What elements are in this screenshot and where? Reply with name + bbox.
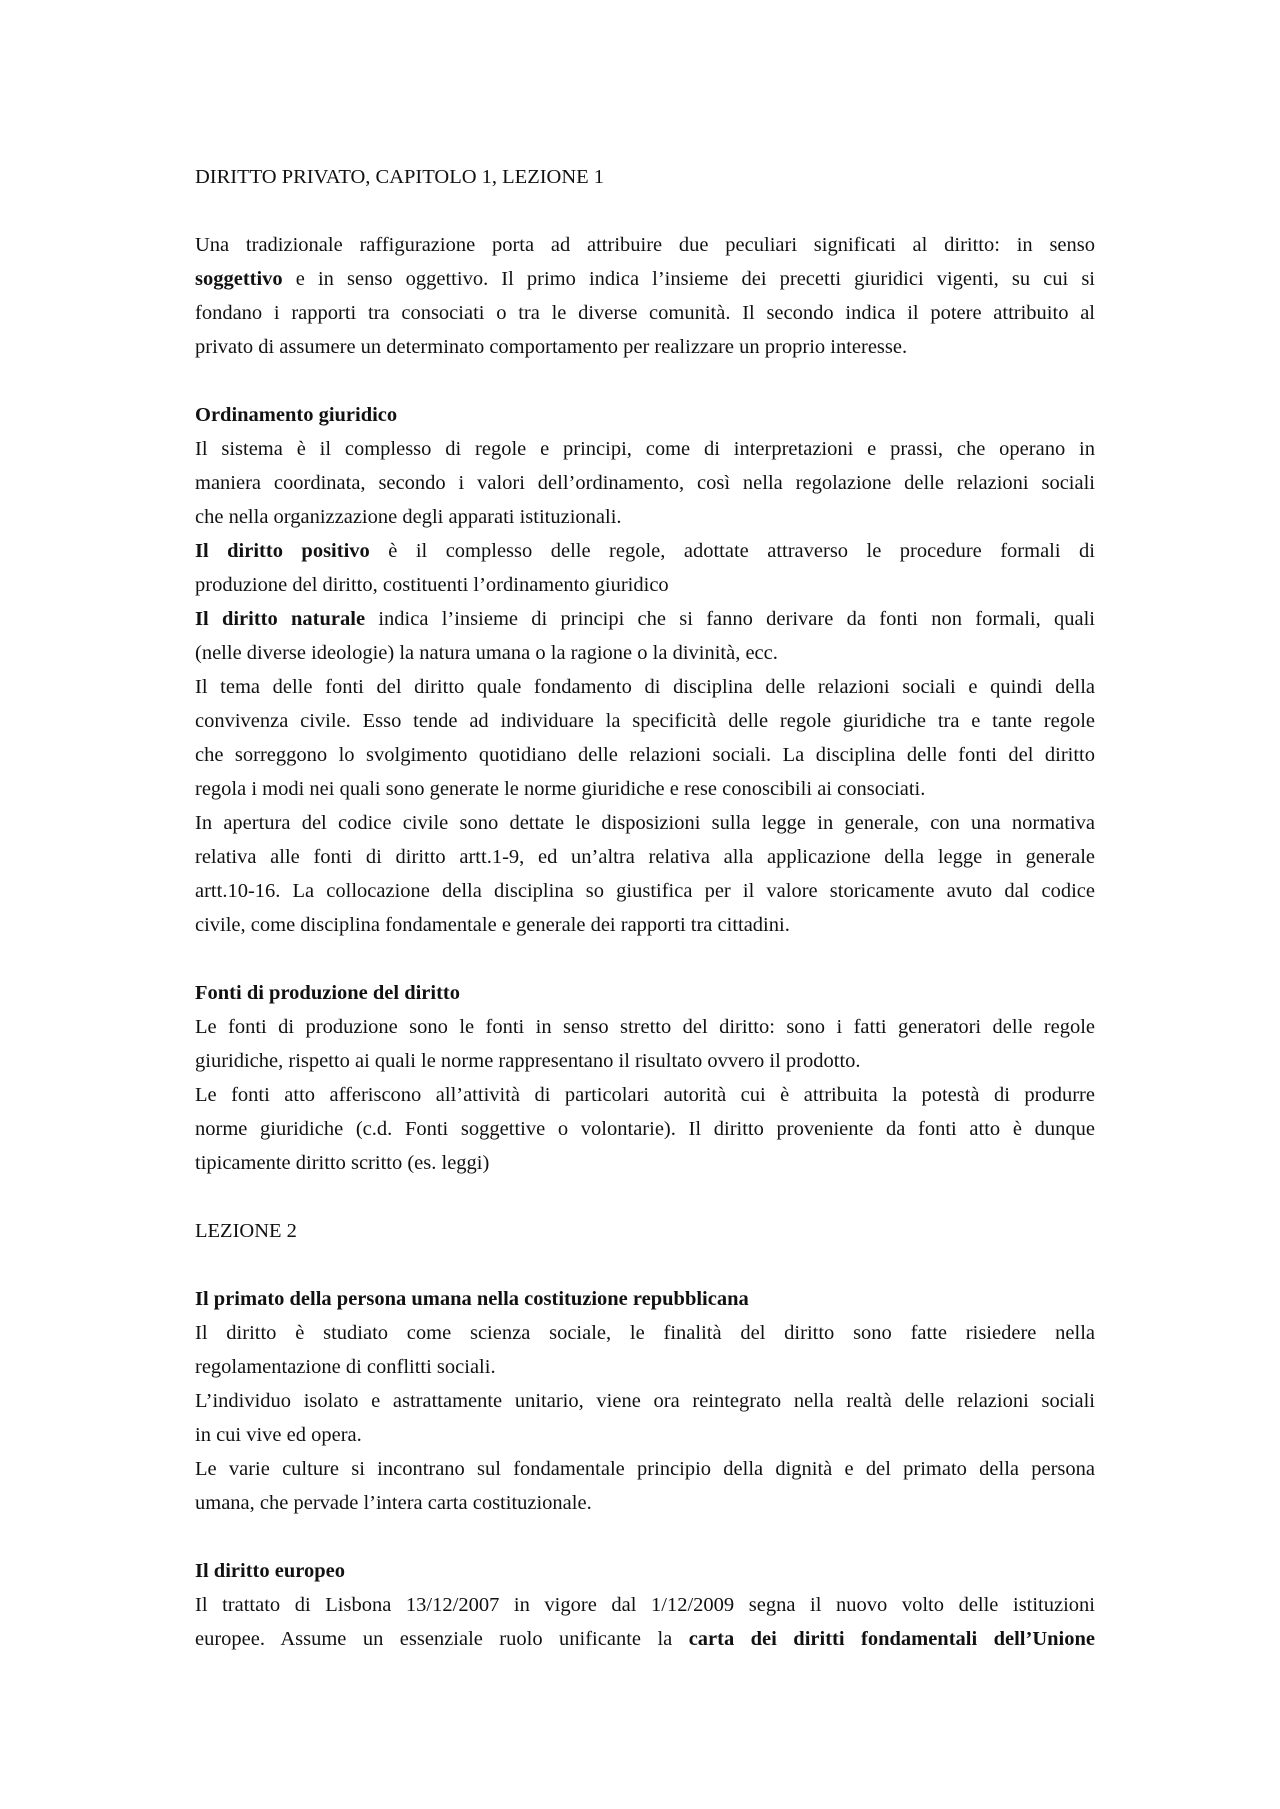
text-span: europee. Assume un essenziale ruolo unificante la — [195, 1628, 689, 1650]
text-line: relativa alle fonti di diritto artt.1-9, ed un’altra relativa alla applicazione della legge in generale — [195, 846, 1095, 868]
intro-paragraph — [195, 228, 1095, 364]
bold-term: Il diritto positivo — [195, 540, 370, 562]
section-heading — [195, 398, 1095, 432]
text-line — [195, 534, 1095, 568]
bold-term: soggettivo — [195, 268, 283, 290]
text-span: indica l’insieme di principi che si fanno derivare da fonti non formali, quali — [365, 608, 1095, 630]
text-line: Il diritto è studiato come scienza sociale, le finalità del diritto sono fatte risiedere nella — [195, 1322, 1095, 1344]
text-line: Una tradizionale raffigurazione porta ad attribuire due peculiari significati al diritto: in senso — [195, 234, 1095, 256]
section-heading — [195, 1282, 1095, 1316]
text-line: Il trattato di Lisbona 13/12/2007 in vigore dal 1/12/2009 segna il nuovo volto delle istituzioni — [195, 1594, 1095, 1616]
text-span: è il complesso delle regole, adottate attraverso le procedure formali di — [369, 540, 1095, 562]
text-line: tipicamente diritto scritto (es. leggi) — [195, 1152, 490, 1174]
section-diritto-europeo — [195, 1554, 1095, 1656]
text-line: umana, che pervade l’intera carta costituzionale. — [195, 1492, 592, 1514]
text-line: regolamentazione di conflitti sociali. — [195, 1356, 496, 1378]
section-fonti — [195, 976, 1095, 1180]
text-line: Le fonti di produzione sono le fonti in senso stretto del diritto: sono i fatti generatori delle regole — [195, 1016, 1095, 1038]
text-line: regola i modi nei quali sono generate le norme giuridiche e rese conoscibili ai consociati. — [195, 778, 926, 800]
text-line: Il tema delle fonti del diritto quale fondamento di disciplina delle relazioni sociali e quindi della — [195, 676, 1095, 698]
text-line: convivenza civile. Esso tende ad individuare la specificità delle regole giuridiche tra e tante regole — [195, 710, 1095, 732]
text-line: giuridiche, rispetto ai quali le norme rappresentano il risultato ovvero il prodotto. — [195, 1050, 861, 1072]
text-line: Le fonti atto afferiscono all’attività di particolari autorità cui è attribuita la potestà di produrre — [195, 1084, 1095, 1106]
text-line: fondano i rapporti tra consociati o tra le diverse comunità. Il secondo indica il potere attribuito al — [195, 302, 1095, 324]
bold-term: Il diritto naturale — [195, 608, 366, 630]
text-line: Le varie culture si incontrano sul fondamentale principio della dignità e del primato della persona — [195, 1458, 1095, 1480]
text-line: in cui vive ed opera. — [195, 1424, 362, 1446]
text-line: In apertura del codice civile sono dettate le disposizioni sulla legge in generale, con una normativa — [195, 812, 1095, 834]
text-line: che nella organizzazione degli apparati istituzionali. — [195, 506, 622, 528]
lesson-heading: LEZIONE 2 — [195, 1220, 297, 1242]
heading-text: Ordinamento giuridico — [195, 404, 398, 426]
text-line: che sorreggono lo svolgimento quotidiano delle relazioni sociali. La disciplina delle fonti del diritto — [195, 744, 1095, 766]
text-line: civile, come disciplina fondamentale e generale dei rapporti tra cittadini. — [195, 914, 790, 936]
document-title: DIRITTO PRIVATO, CAPITOLO 1, LEZIONE 1 — [195, 166, 605, 188]
text-line — [195, 262, 1095, 296]
heading-text: Fonti di produzione del diritto — [195, 982, 461, 1004]
heading-text: Il diritto europeo — [195, 1560, 345, 1582]
section-heading — [195, 976, 1095, 1010]
text-line: artt.10-16. La collocazione della disciplina so giustifica per il valore storicamente avuto dal codice — [195, 880, 1095, 902]
text-span: e in senso oggettivo. Il primo indica l’insieme dei precetti giuridici vigenti, su cui si — [282, 268, 1095, 290]
text-line: norme giuridiche (c.d. Fonti soggettive o volontarie). Il diritto proveniente da fonti atto è dunque — [195, 1118, 1095, 1140]
section-heading — [195, 1554, 1095, 1588]
text-line: produzione del diritto, costituenti l’ordinamento giuridico — [195, 574, 669, 596]
section-primato — [195, 1282, 1095, 1520]
heading-text: Il primato della persona umana nella costituzione repubblicana — [195, 1288, 749, 1310]
text-line: privato di assumere un determinato comportamento per realizzare un proprio interesse. — [195, 336, 908, 358]
section-ordinamento — [195, 398, 1095, 942]
text-line: Il sistema è il complesso di regole e principi, come di interpretazioni e prassi, che operano in — [195, 438, 1095, 460]
bold-term: carta dei diritti fondamentali dell’Unione — [688, 1628, 1095, 1650]
text-line: L’individuo isolato e astrattamente unitario, viene ora reintegrato nella realtà delle relazioni sociali — [195, 1390, 1095, 1412]
text-line: maniera coordinata, secondo i valori dell’ordinamento, così nella regolazione delle relazioni sociali — [195, 472, 1095, 494]
text-line — [195, 1622, 1095, 1656]
document-body — [195, 160, 1095, 1656]
text-line — [195, 602, 1095, 636]
text-line: (nelle diverse ideologie) la natura umana o la ragione o la divinità, ecc. — [195, 642, 778, 664]
